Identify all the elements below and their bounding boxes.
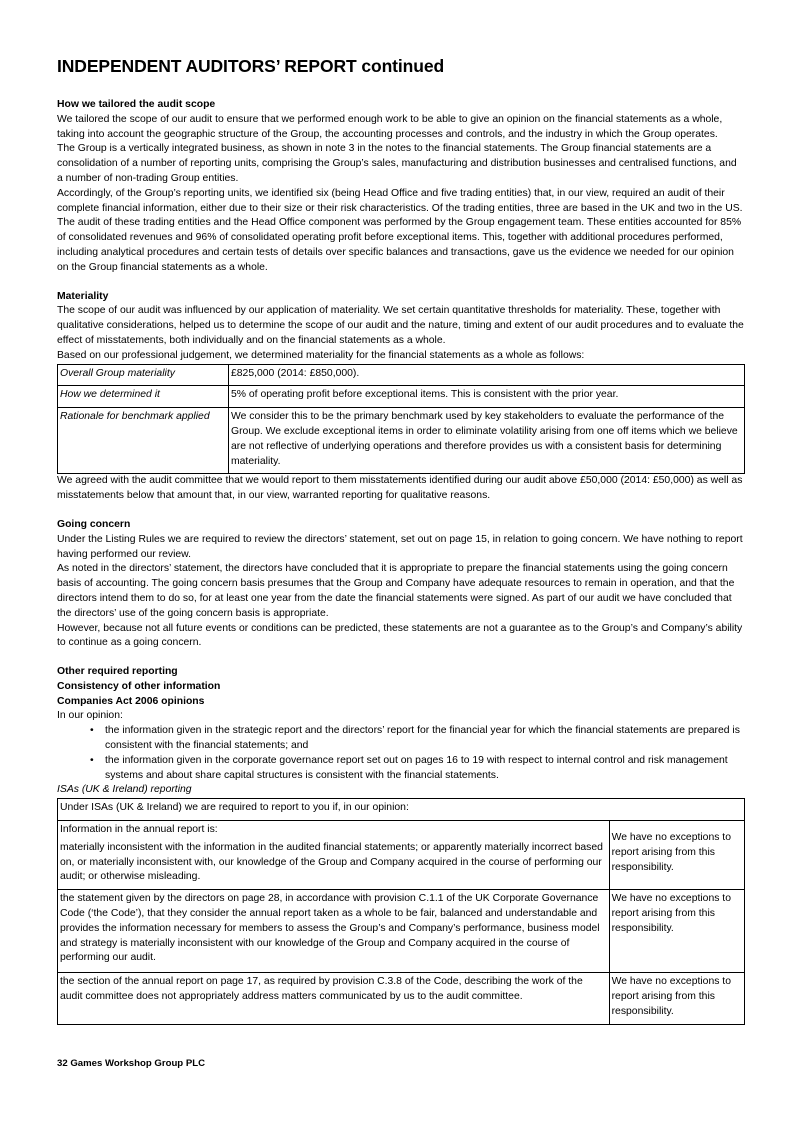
isa-cell	[58, 821, 610, 890]
table-row	[58, 821, 745, 890]
companies-act-heading: Companies Act 2006 opinions	[57, 695, 205, 707]
isa-response: We have no exceptions to report arising from this responsibility.	[609, 890, 744, 973]
materiality-after: We agreed with the audit committee that we would report to them misstatements identified during our audit above £50,000 (2014: £50,000) as well as misstatements below that amount that, in our view, warranted reporting for qualitative reasons.	[57, 475, 743, 502]
isa-text: materially inconsistent with the information in the audited financial statements; or apparently materially incorrect based on, or materially inconsistent with, our knowledge of the Group and Company acquired in the course of performing our audit; or otherwise misleading.	[60, 841, 603, 883]
materiality-paragraph: The scope of our audit was influenced by our application of materiality. We set certain quantitative thresholds for materiality. These, together with qualitative considerations, helped us to determine the scope of our audit and the nature, timing and extent of our audit procedures and to evaluate the effect of misstatements, both individually and on the financial statements as a whole.	[57, 305, 744, 346]
going-concern-paragraph: However, because not all future events or conditions can be predicted, these statements are not a guarantee as to the Group’s and Company’s ability to continue as a going concern.	[57, 622, 743, 649]
materiality-label: How we determined it	[58, 386, 229, 408]
isa-cell	[58, 890, 610, 973]
isa-label: ISAs (UK & Ireland) reporting	[57, 784, 192, 796]
isa-response: We have no exceptions to report arising from this responsibility.	[609, 973, 744, 1024]
report-page	[57, 56, 744, 1025]
scope-paragraph: Accordingly, of the Group’s reporting units, we identified six (being Head Office and five trading entities) that, in our view, required an audit of their complete financial information, either due to their size or their risk characteristics. Of the trading entities, three are based in the UK and two in the US. The audit of these trading entities and the Head Office component was performed by the Group engagement team. These entities accounted for 85% of consolidated revenues and 96% of consolidated operating profit before exceptional items. This, together with additional procedures performed, including analytical procedures and certain tests of details over specific balances and transactions, gave us the evidence we needed for our opinion on the Group financial statements as a whole.	[57, 187, 743, 273]
materiality-heading: Materiality	[57, 290, 109, 302]
isa-lead: Information in the annual report is:	[60, 824, 218, 836]
bullet-icon: •	[90, 725, 94, 737]
scope-heading: How we tailored the audit scope	[57, 99, 216, 110]
bullet-icon: •	[90, 754, 94, 766]
going-concern-paragraph: As noted in the directors’ statement, the directors have concluded that it is appropriate to prepare the financial statements using the going concern basis of accounting. The going concern basis presumes that the Group and Company have adequate resources to remain in operation, and that the directors intend them to do so, for at least one year from the date the financial statements were signed. As part of our audit we have concluded that the directors’ use of the going concern basis is appropriate.	[57, 563, 735, 619]
materiality-value: 5% of operating profit before exceptional items. This is consistent with the prior year.	[229, 386, 745, 408]
materiality-value: £825,000 (2014: £850,000).	[229, 364, 745, 386]
going-concern-heading: Going concern	[57, 518, 131, 530]
materiality-label: Rationale for benchmark applied	[58, 408, 229, 474]
materiality-label: Overall Group materiality	[58, 364, 229, 386]
other-reporting-heading: Other required reporting	[57, 666, 178, 678]
opinion-intro: In our opinion:	[57, 710, 123, 722]
materiality-value: We consider this to be the primary benchmark used by key stakeholders to evaluate the performance of the Group. We exclude exceptional items in order to eliminate volatility arising from one off items which we believe are not reflective of underlying operations and therefore provides us with a consistent basis for determining materiality.	[229, 408, 745, 474]
scope-paragraph: The Group is a vertically integrated business, as shown in note 3 in the notes to the financial statements. The Group financial statements are a consolidation of a number of reporting units, comprising the Group’s sales, manufacturing and distribution businesses and centralised functions, and a number of non-trading Group entities.	[57, 143, 737, 184]
table-row	[58, 799, 745, 821]
page-title: INDEPENDENT AUDITORS’ REPORT continued	[57, 56, 445, 76]
scope-paragraph: We tailored the scope of our audit to ensure that we performed enough work to be able to give an opinion on the financial statements as a whole, taking into account the geographic structure of the Group, the accounting processes and controls, and the industry in which the Group operates.	[57, 113, 723, 140]
opinion-bullets	[57, 724, 744, 783]
table-row	[58, 386, 745, 408]
materiality-table	[57, 364, 745, 475]
page-footer: 32 Games Workshop Group PLC	[57, 1058, 206, 1069]
isa-table	[57, 798, 745, 1024]
consistency-heading: Consistency of other information	[57, 680, 221, 692]
isa-text: the section of the annual report on page 17, as required by provision C.3.8 of the Code, describing the work of the audit committee does not appropriately address matters communicated by us to the audit committee.	[60, 976, 583, 1003]
isa-cell	[58, 973, 610, 1024]
isa-header: Under ISAs (UK & Ireland) we are required to report to you if, in our opinion:	[58, 799, 745, 821]
list-item: • the information given in the corporate governance report set out on pages 16 to 19 with respect to internal control and risk management systems and about share capital structures is consistent with the financial statements.	[90, 754, 728, 781]
isa-response: We have no exceptions to report arising from this responsibility.	[609, 821, 744, 890]
table-row	[58, 890, 745, 973]
table-row	[58, 408, 745, 474]
table-row	[58, 364, 745, 386]
table-row	[58, 973, 745, 1024]
list-item: • the information given in the strategic report and the directors’ report for the financial year for which the financial statements are prepared is consistent with the financial statements; and	[90, 725, 740, 752]
going-concern-paragraph: Under the Listing Rules we are required to review the directors’ statement, set out on page 15, in relation to going concern. We have nothing to report having performed our review.	[57, 533, 743, 560]
isa-text: the statement given by the directors on page 28, in accordance with provision C.1.1 of the UK Corporate Governance Code (‘the Code’), that they consider the annual report taken as a whole to be fair, balanced and understandable and provides the information necessary for members to assess the Group’s and Company’s performance, business model and strategy is materially inconsistent with our knowledge of the Group and Company acquired in the course of performing our audit.	[60, 893, 600, 964]
materiality-paragraph: Based on our professional judgement, we determined materiality for the financial statements as a whole as follows:	[57, 349, 585, 361]
